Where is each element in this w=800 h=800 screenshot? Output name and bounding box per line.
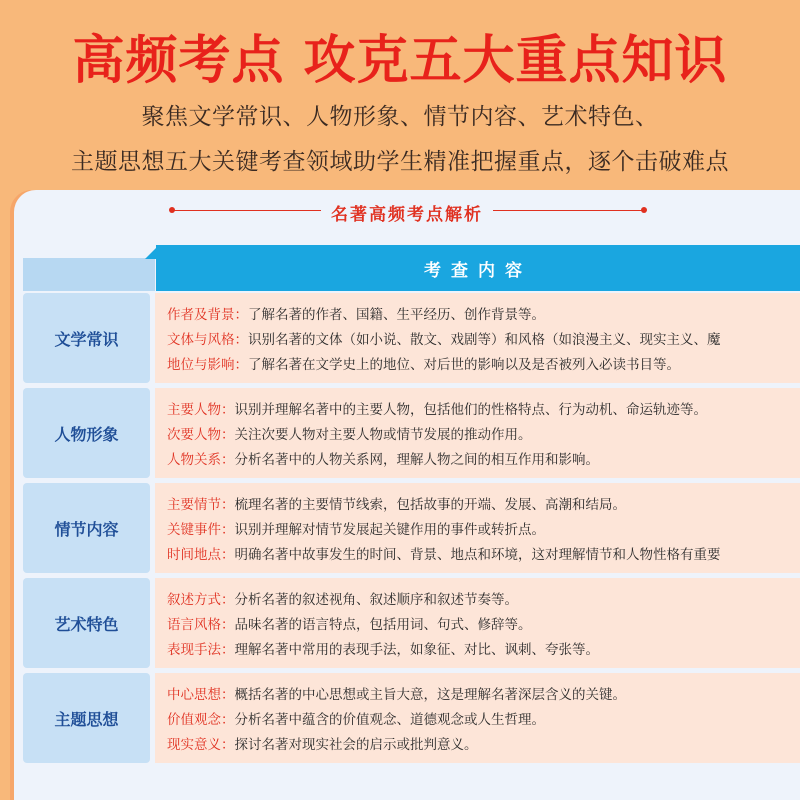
detail-cell (155, 293, 800, 383)
category-cell (23, 578, 150, 668)
detail-text: 识别并理解对情节发展起关键作用的事件或转折点。 (234, 522, 545, 538)
table-row-characters (23, 388, 800, 478)
table-row-theme (23, 673, 800, 763)
category-cell (23, 483, 150, 573)
detail-key: 关键事件： (167, 522, 235, 538)
detail-key: 次要人物： (167, 427, 235, 443)
detail-text: 明确名著中故事发生的时间、背景、地点和环境，这对理解情节和人物性格有重要 (234, 547, 721, 563)
category-label: 人物形象 (54, 424, 119, 444)
detail-line (167, 543, 721, 563)
category-cell (23, 388, 150, 478)
detail-text: 分析名著的叙述视角、叙述顺序和叙述节奏等。 (234, 592, 518, 608)
detail-line (167, 398, 707, 418)
table-row-artistry (23, 578, 800, 668)
detail-line (167, 353, 680, 373)
detail-text: 探讨名著对现实社会的启示或批判意义。 (234, 737, 478, 753)
table-header (156, 245, 800, 291)
detail-line (167, 448, 599, 468)
detail-key: 文体与风格： (167, 332, 248, 348)
detail-cell (155, 388, 800, 478)
detail-key: 中心思想： (167, 687, 235, 703)
category-label: 主题思想 (54, 709, 119, 729)
detail-text: 了解名著的作者、国籍、生平经历、创作背景等。 (248, 307, 545, 323)
detail-text: 分析名著中的人物关系网，理解人物之间的相互作用和影响。 (234, 452, 599, 468)
detail-text: 概括名著的中心思想或主旨大意，这是理解名著深层含义的关键。 (234, 687, 626, 703)
detail-cell (155, 483, 800, 573)
detail-line (167, 613, 532, 633)
detail-line (167, 708, 545, 728)
detail-key: 地位与影响： (167, 357, 248, 373)
category-label: 情节内容 (54, 519, 119, 539)
detail-key: 表现手法： (167, 642, 235, 658)
detail-line (167, 303, 545, 323)
headline: 高频考点 攻克五大重点知识 (72, 31, 728, 91)
detail-text: 了解名著在文学史上的地位、对后世的影响以及是否被列入必读书目等。 (248, 357, 680, 373)
detail-key: 时间地点： (167, 547, 235, 563)
detail-line (167, 638, 599, 658)
detail-line (167, 733, 478, 753)
detail-line (167, 518, 545, 538)
detail-key: 现实意义： (167, 737, 235, 753)
detail-key: 人物关系： (167, 452, 235, 468)
detail-line (167, 683, 626, 703)
detail-key: 主要人物： (167, 402, 235, 418)
detail-line (167, 328, 721, 348)
detail-text: 关注次要人物对主要人物或情节发展的推动作用。 (234, 427, 532, 443)
category-label: 文学常识 (54, 329, 119, 349)
detail-key: 作者及背景： (167, 307, 248, 323)
table-row-literary-knowledge (23, 293, 800, 383)
detail-line (167, 423, 532, 443)
table-header-label: 考查内容 (424, 260, 532, 281)
detail-text: 梳理名著的主要情节线索，包括故事的开端、发展、高潮和结局。 (234, 497, 626, 513)
detail-line (167, 493, 626, 513)
category-cell (23, 673, 150, 763)
table-row-plot (23, 483, 800, 573)
panel-title: 名著高频考点解析 (321, 200, 493, 225)
detail-key: 主要情节： (167, 497, 235, 513)
detail-key: 叙述方式： (167, 592, 235, 608)
detail-key: 价值观念： (167, 712, 235, 728)
category-cell (23, 293, 150, 383)
detail-cell (155, 578, 800, 668)
category-label: 艺术特色 (54, 614, 119, 634)
detail-line (167, 588, 518, 608)
subtitle-line-1: 聚焦文学常识、人物形象、情节内容、艺术特色、 (141, 104, 659, 130)
detail-text: 品味名著的语言特点，包括用词、句式、修辞等。 (234, 617, 532, 633)
subtitle-line-2: 主题思想五大关键考查领域助学生精准把握重点，逐个击破难点 (71, 149, 729, 175)
detail-text: 分析名著中蕴含的价值观念、道德观念或人生哲理。 (234, 712, 545, 728)
detail-key: 语言风格： (167, 617, 235, 633)
detail-text: 理解名著中常用的表现手法，如象征、对比、讽刺、夸张等。 (234, 642, 599, 658)
table-header-left-cell (23, 258, 155, 291)
detail-text: 识别名著的文体（如小说、散文、戏剧等）和风格（如浪漫主义、现实主义、魔 (248, 332, 721, 348)
detail-text: 识别并理解名著中的主要人物，包括他们的性格特点、行为动机、命运轨迹等。 (234, 402, 707, 418)
content-panel (14, 190, 800, 800)
detail-cell (155, 673, 800, 763)
